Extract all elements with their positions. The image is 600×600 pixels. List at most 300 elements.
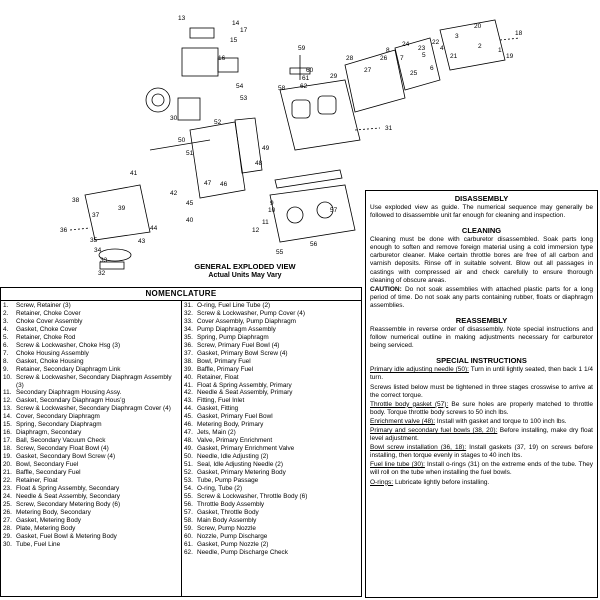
callout-3: 3 [455, 33, 459, 40]
item-number: 7. [3, 349, 9, 357]
item-name: Gasket, Fitting [197, 405, 239, 413]
item-number: 55. [184, 492, 193, 500]
item-name: Bowl, Secondary Fuel [16, 461, 79, 469]
item-name: Gasket, Secondary Bowl Screw (4) [16, 453, 116, 461]
item-number: 39. [184, 365, 193, 373]
part-choke-housing [182, 48, 218, 76]
nomenclature-item [184, 421, 359, 429]
item-name: Screw & Lockwasher, Pump Cover (4) [197, 309, 305, 317]
item-number: 17. [3, 437, 12, 445]
leader-31 [355, 128, 380, 130]
item-name: Pump Diaphragm Assembly [197, 325, 276, 333]
item-number: 54. [184, 484, 193, 492]
callout-20: 20 [474, 23, 482, 30]
nomenclature-item [184, 493, 359, 501]
nomenclature-item [184, 318, 359, 326]
callout-9: 9 [270, 200, 274, 207]
special-instruction [370, 384, 593, 400]
callout-41: 41 [130, 170, 138, 177]
item-number: 13. [3, 405, 12, 413]
item-name: Baffle, Secondary Fuel [16, 469, 81, 477]
callout-24: 24 [402, 41, 410, 48]
item-number: 42. [184, 389, 193, 397]
item-name: Retainer, Float [197, 373, 239, 381]
item-name: O-ring, Tube (2) [197, 484, 243, 492]
callout-1: 1 [498, 47, 502, 54]
nomenclature-item [3, 421, 179, 429]
item-number: 2. [3, 309, 9, 317]
callout-61: 61 [302, 75, 310, 82]
special-instruction-label: Fuel line tube (30): [370, 461, 425, 469]
callout-40: 40 [186, 217, 194, 224]
item-name: Screw, Secondary Float Bowl (4) [16, 445, 109, 453]
callout-4: 4 [440, 45, 444, 52]
caption-subtitle: Actual Units May Vary [208, 272, 282, 279]
part-secondary-diaphragm-cover [146, 88, 170, 112]
nomenclature-box [0, 287, 362, 597]
nomenclature-item [3, 469, 179, 477]
nomenclature-item [184, 549, 359, 557]
item-name: Cover Assembly, Pump Diaphragm [197, 317, 296, 325]
nomenclature-item [184, 485, 359, 493]
callout-49: 49 [262, 145, 270, 152]
part-throttle-bore-1 [287, 207, 303, 223]
item-name: Ball, Secondary Vacuum Check [16, 437, 106, 445]
item-name: Metering Body, Secondary [16, 508, 91, 516]
disassembly-text: Use exploded view as guide. The numerical sequence may generally be followed to disassemble unit far enough for cleaning and inspection. [370, 204, 593, 220]
callout-6: 6 [430, 65, 434, 72]
callout-48: 48 [255, 160, 263, 167]
nomenclature-item [184, 326, 359, 334]
nomenclature-item [3, 461, 179, 469]
item-number: 28. [3, 524, 12, 532]
callout-32: 32 [98, 270, 106, 277]
item-name: Gasket, Primary Bowl Screw (4) [197, 349, 288, 357]
item-number: 58. [184, 516, 193, 524]
nomenclature-item [3, 541, 179, 549]
nomenclature-item [3, 485, 179, 493]
nomenclature-item [184, 302, 359, 310]
nomenclature-item [184, 541, 359, 549]
nomenclature-item [3, 397, 179, 405]
item-name: Gasket, Choke Housing [16, 357, 84, 365]
nomenclature-item [184, 334, 359, 342]
item-name: Throttle Body Assembly [197, 500, 265, 508]
item-number: 15. [3, 421, 12, 429]
caption-title: GENERAL EXPLODED VIEW [194, 262, 296, 271]
callout-46: 46 [220, 181, 228, 188]
nomenclature-item [3, 501, 179, 509]
part-venturi-2 [318, 96, 336, 114]
item-name: Nozzle, Pump Discharge [197, 532, 268, 540]
item-number: 51. [184, 461, 193, 469]
callout-16: 16 [218, 55, 226, 62]
nomenclature-item [3, 326, 179, 334]
callout-58: 58 [278, 85, 286, 92]
item-name: Needle & Seat Assembly, Secondary [16, 492, 120, 500]
nomenclature-item [184, 413, 359, 421]
special-instruction [370, 479, 593, 487]
nomenclature-item [184, 477, 359, 485]
item-name: Float & Spring Assembly, Primary [197, 381, 292, 389]
callout-38: 38 [72, 197, 80, 204]
nomenclature-item [184, 533, 359, 541]
item-name: Gasket, Secondary Diaphragm Housʼg [16, 397, 126, 405]
item-name: Gasket, Pump Nozzle (2) [197, 540, 269, 548]
item-number: 48. [184, 437, 193, 445]
item-number: 21. [3, 469, 12, 477]
callout-17: 17 [240, 27, 248, 34]
item-number: 6. [3, 341, 9, 349]
nomenclature-item [184, 469, 359, 477]
nomenclature-item [3, 493, 179, 501]
nomenclature-item [3, 517, 179, 525]
callout-50: 50 [178, 137, 186, 144]
nomenclature-item [184, 517, 359, 525]
nomenclature-item [3, 334, 179, 342]
callout-2: 2 [478, 43, 482, 50]
nomenclature-item [3, 477, 179, 485]
callout-51: 51 [186, 150, 194, 157]
item-name: Spring, Secondary Diaphragm [16, 421, 102, 429]
callout-62: 62 [300, 83, 308, 90]
item-name: Float & Spring Assembly, Secondary [16, 484, 120, 492]
nomenclature-item [3, 318, 179, 326]
item-number: 29. [3, 532, 12, 540]
part-throttle-body-gasket [275, 170, 342, 188]
item-name: Valve, Primary Enrichment [197, 437, 273, 445]
item-number: 24. [3, 492, 12, 500]
callout-19: 19 [506, 53, 514, 60]
item-number: 47. [184, 429, 193, 437]
item-number: 60. [184, 532, 193, 540]
disassembly-heading: DISASSEMBLY [454, 194, 509, 203]
nomenclature-item [3, 405, 179, 413]
callout-54: 54 [236, 83, 244, 90]
item-number: 46. [184, 421, 193, 429]
item-number: 41. [184, 381, 193, 389]
callout-35: 35 [90, 237, 98, 244]
special-instruction [370, 444, 593, 460]
special-instruction-text: Install gaskets (37, 19) on screws before installing, then torque evenly in stages to 40 inch lbs. [370, 444, 593, 460]
special-instruction-label: Primary idle adjusting needle (50): [370, 366, 469, 374]
nomenclature-item [3, 509, 179, 517]
item-number: 34. [184, 325, 193, 333]
item-number: 57. [184, 508, 193, 516]
nomenclature-item [184, 366, 359, 374]
item-name: Secondary Diaphragm Housing Assy. [16, 389, 122, 397]
item-number: 45. [184, 413, 193, 421]
item-number: 62. [184, 548, 193, 556]
nomenclature-item [3, 366, 179, 374]
item-name: Gasket, Throttle Body [197, 508, 259, 516]
nomenclature-title: NOMENCLATURE [1, 288, 361, 301]
item-name: Seal, Idle Adjusting Needle (2) [197, 461, 283, 469]
callout-60: 60 [306, 67, 314, 74]
reassembly-heading: REASSEMBLY [455, 316, 508, 326]
item-number: 26. [3, 508, 12, 516]
nomenclature-item [3, 310, 179, 318]
nomenclature-item [3, 342, 179, 350]
special-instruction-text: Be sure holes are properly matched to throttle body. Torque throttle body screws to 50 inch lbs. [370, 400, 593, 416]
item-name: Spring, Pump Diaphragm [197, 333, 269, 341]
item-number: 22. [3, 476, 12, 484]
nomenclature-item [184, 310, 359, 318]
nomenclature-item [3, 525, 179, 533]
callout-44: 44 [150, 225, 158, 232]
callout-13: 13 [178, 15, 186, 22]
item-name: Screw & Lockwasher, Secondary Diaphragm Cover (4) [16, 405, 171, 413]
nomenclature-item [184, 350, 359, 358]
item-number: 19. [3, 453, 12, 461]
nomenclature-item [3, 413, 179, 421]
item-number: 53. [184, 476, 193, 484]
part-choke-cover [190, 28, 214, 38]
item-number: 14. [3, 413, 12, 421]
item-name: Cover, Secondary Diaphragm [16, 413, 100, 421]
callout-5: 5 [422, 52, 426, 59]
callout-59: 59 [298, 45, 306, 52]
callout-12: 12 [252, 227, 260, 234]
caution-label: CAUTION: [370, 285, 402, 293]
diagram-caption [150, 262, 340, 280]
item-number: 3. [3, 317, 9, 325]
nomenclature-item [3, 437, 179, 445]
special-instruction-label: Throttle body gasket (57): [370, 400, 449, 408]
nomenclature-item [3, 533, 179, 541]
item-name: Gasket, Primary Enrichment Valve [197, 445, 295, 453]
item-number: 32. [184, 309, 193, 317]
part-secondary-fuel-bowl [440, 20, 505, 70]
item-name: Screw & Lockwasher, Choke Hsg (3) [16, 341, 121, 349]
item-number: 18. [3, 445, 12, 453]
nomenclature-item [184, 509, 359, 517]
special-instruction [370, 401, 593, 417]
part-throttle-body [270, 185, 355, 242]
item-name: Retainer, Secondary Diaphragm Link [16, 365, 121, 373]
item-number: 5. [3, 333, 9, 341]
item-name: Needle, Pump Discharge Check [197, 548, 288, 556]
item-name: Plate, Metering Body [16, 524, 76, 532]
nomenclature-item [3, 302, 179, 310]
special-instruction-text: Lubricate lightly before installing. [394, 478, 490, 486]
nomenclature-item [3, 358, 179, 366]
item-number: 59. [184, 524, 193, 532]
callout-28: 28 [346, 55, 354, 62]
leader-18 [500, 38, 520, 40]
callout-23: 23 [418, 45, 426, 52]
callout-11: 11 [262, 219, 269, 226]
callout-45: 45 [186, 200, 194, 207]
nomenclature-item [184, 342, 359, 350]
item-name: Choke Housing Assembly [16, 349, 89, 357]
part-venturi-1 [292, 100, 310, 118]
callout-18: 18 [515, 30, 523, 37]
item-number: 37. [184, 349, 193, 357]
item-number: 38. [184, 357, 193, 365]
item-name: Screw, Secondary Metering Body (6) [16, 500, 121, 508]
part-secondary-diaphragm [152, 94, 164, 106]
item-name: Screw, Pump Nozzle [197, 524, 256, 532]
callout-33: 33 [100, 257, 108, 264]
callout-26: 26 [380, 55, 388, 62]
special-instruction-text: Turn in until lightly seated, then back 1 1/4 turn. [370, 366, 593, 382]
callout-52: 52 [214, 119, 222, 126]
callout-30: 30 [170, 115, 178, 122]
item-name: Retainer, Float [16, 476, 58, 484]
callout-56: 56 [310, 241, 318, 248]
item-number: 31. [184, 302, 193, 309]
item-name: O-ring, Fuel Line Tube (2) [197, 302, 271, 309]
item-name: Screw, Retainer (3) [16, 302, 71, 309]
item-number: 1. [3, 302, 9, 309]
callout-7: 7 [400, 55, 404, 62]
nomenclature-item [184, 445, 359, 453]
item-number: 35. [184, 333, 193, 341]
item-name: Diaphragm, Secondary [16, 429, 82, 437]
item-name: Gasket, Primary Metering Body [197, 469, 286, 477]
callout-31: 31 [385, 125, 393, 132]
item-number: 33. [184, 317, 193, 325]
item-name: Retainer, Choke Cover [16, 309, 81, 317]
nomenclature-item [184, 437, 359, 445]
special-instruction [370, 427, 593, 443]
part-secondary-metering-body [345, 50, 405, 112]
special-instruction [370, 461, 593, 477]
special-instruction-text: Screws listed below must be tightened in three stages crosswise to arrive at the correct torque. [370, 383, 593, 399]
item-name: Gasket, Fuel Bowl & Metering Body [16, 532, 117, 540]
nomenclature-item [184, 429, 359, 437]
callout-57: 57 [330, 207, 338, 214]
item-number: 9. [3, 365, 9, 373]
item-name: Screw, Primary Fuel Bowl (4) [197, 341, 280, 349]
nomenclature-column-left [1, 301, 181, 597]
item-name: Needle & Seat Assembly, Primary [197, 389, 293, 397]
cleaning-text: Cleaning must be done with carburetor disassembled. Soak parts long enough to soften and remove foreign material using a cold immersion type carburetor cleaner. Make certain throttle bores are free of all carbon and varnish deposits. Rinse off in suitable solvent. Blow out all passages in castings with compressed air and check carefully to ensure thorough cleaning of obscure areas. [370, 236, 593, 284]
nomenclature-item [184, 382, 359, 390]
reassembly-text: Reassemble in reverse order of disassembly. Note special instructions and follow numerical outline in making adjustments necessary for carburetor being serviced. [370, 326, 593, 350]
item-name: Gasket, Metering Body [16, 516, 82, 524]
callout-21: 21 [450, 53, 458, 60]
item-number: 4. [3, 325, 9, 333]
nomenclature-item [184, 389, 359, 397]
special-instruction-label: O-rings: [370, 478, 394, 486]
nomenclature-item [184, 453, 359, 461]
nomenclature-item [184, 397, 359, 405]
item-name: Screw & Lockwasher, Secondary Diaphragm Assembly (3) [16, 373, 172, 389]
part-secondary-diaphragm-housing [178, 98, 200, 120]
nomenclature-item [184, 525, 359, 533]
item-name: Bowl, Primary Fuel [197, 357, 251, 365]
item-number: 25. [3, 500, 12, 508]
item-number: 10. [3, 373, 12, 381]
item-number: 23. [3, 484, 12, 492]
callout-39: 39 [118, 205, 126, 212]
item-number: 52. [184, 469, 193, 477]
callout-27: 27 [364, 67, 372, 74]
callout-47: 47 [204, 180, 212, 187]
item-name: Retainer, Choke Rod [16, 333, 76, 341]
item-number: 8. [3, 357, 9, 365]
special-instruction-text: Before installing, make dry float level adjustment. [370, 426, 593, 443]
item-number: 43. [184, 397, 193, 405]
nomenclature-item [184, 374, 359, 382]
callout-8: 8 [386, 47, 390, 54]
special-instruction-label: Bowl screw installation (36, 18): [370, 444, 467, 452]
item-number: 56. [184, 500, 193, 508]
nomenclature-item [184, 405, 359, 413]
item-number: 61. [184, 540, 193, 548]
special-instruction-text: Install o-rings (31) on the extreme ends of the tube. They will roll on the tube when installing the fuel bowls. [370, 461, 593, 477]
item-name: Needle, Idle Adjusting (2) [197, 453, 269, 461]
callout-34: 34 [94, 247, 102, 254]
nomenclature-item [3, 429, 179, 437]
nomenclature-item [184, 501, 359, 509]
item-number: 27. [3, 516, 12, 524]
special-instruction-label: Enrichment valve (48): [370, 417, 436, 425]
special-instructions-heading: SPECIAL INSTRUCTIONS [436, 356, 527, 366]
nomenclature-item [184, 461, 359, 469]
item-number: 36. [184, 341, 193, 349]
callout-25: 25 [410, 70, 418, 77]
nomenclature-item [3, 445, 179, 453]
callout-55: 55 [276, 249, 284, 256]
item-number: 16. [3, 429, 12, 437]
item-name: Choke Cover Assembly [16, 317, 83, 325]
special-instruction [370, 366, 593, 382]
callout-29: 29 [330, 73, 338, 80]
item-number: 12. [3, 397, 12, 405]
item-number: 44. [184, 405, 193, 413]
item-number: 11. [3, 389, 12, 397]
item-name: Baffle, Primary Fuel [197, 365, 253, 373]
item-name: Tube, Pump Passage [197, 476, 259, 484]
caution-text: Do not soak assemblies with attached plastic parts for a long period of time. Do not soak any parts containing rubber, floats or diaphragm assemblies. [370, 285, 593, 309]
item-name: Gasket, Primary Fuel Bowl [197, 413, 273, 421]
cleaning-heading: CLEANING [461, 226, 502, 236]
item-name: Screw & Lockwasher, Throttle Body (6) [197, 492, 308, 500]
item-name: Tube, Fuel Line [16, 540, 61, 548]
callout-22: 22 [432, 39, 440, 46]
item-number: 40. [184, 373, 193, 381]
item-name: Main Body Assembly [197, 516, 257, 524]
item-number: 50. [184, 453, 193, 461]
callout-42: 42 [170, 190, 178, 197]
item-name: Jets, Main (2) [197, 429, 236, 437]
callout-37: 37 [92, 212, 100, 219]
special-instructions-list [370, 366, 593, 486]
item-number: 49. [184, 445, 193, 453]
item-name: Gasket, Choke Cover [16, 325, 78, 333]
item-number: 20. [3, 461, 12, 469]
nomenclature-item [3, 453, 179, 461]
leader-36 [70, 228, 90, 230]
special-instruction [370, 418, 593, 426]
callout-53: 53 [240, 95, 248, 102]
callout-43: 43 [138, 238, 146, 245]
nomenclature-item [3, 350, 179, 358]
special-instruction-text: Install with gasket and torque to 100 inch lbs. [436, 417, 567, 425]
item-name: Metering Body, Primary [197, 421, 264, 429]
caution-paragraph [370, 286, 593, 310]
callout-36: 36 [60, 227, 68, 234]
instructions-box [365, 190, 598, 598]
callout-15: 15 [230, 37, 238, 44]
nomenclature-item [3, 374, 179, 390]
nomenclature-column-right [181, 301, 361, 597]
callout-10: 10 [268, 207, 276, 214]
callout-14: 14 [232, 20, 240, 27]
